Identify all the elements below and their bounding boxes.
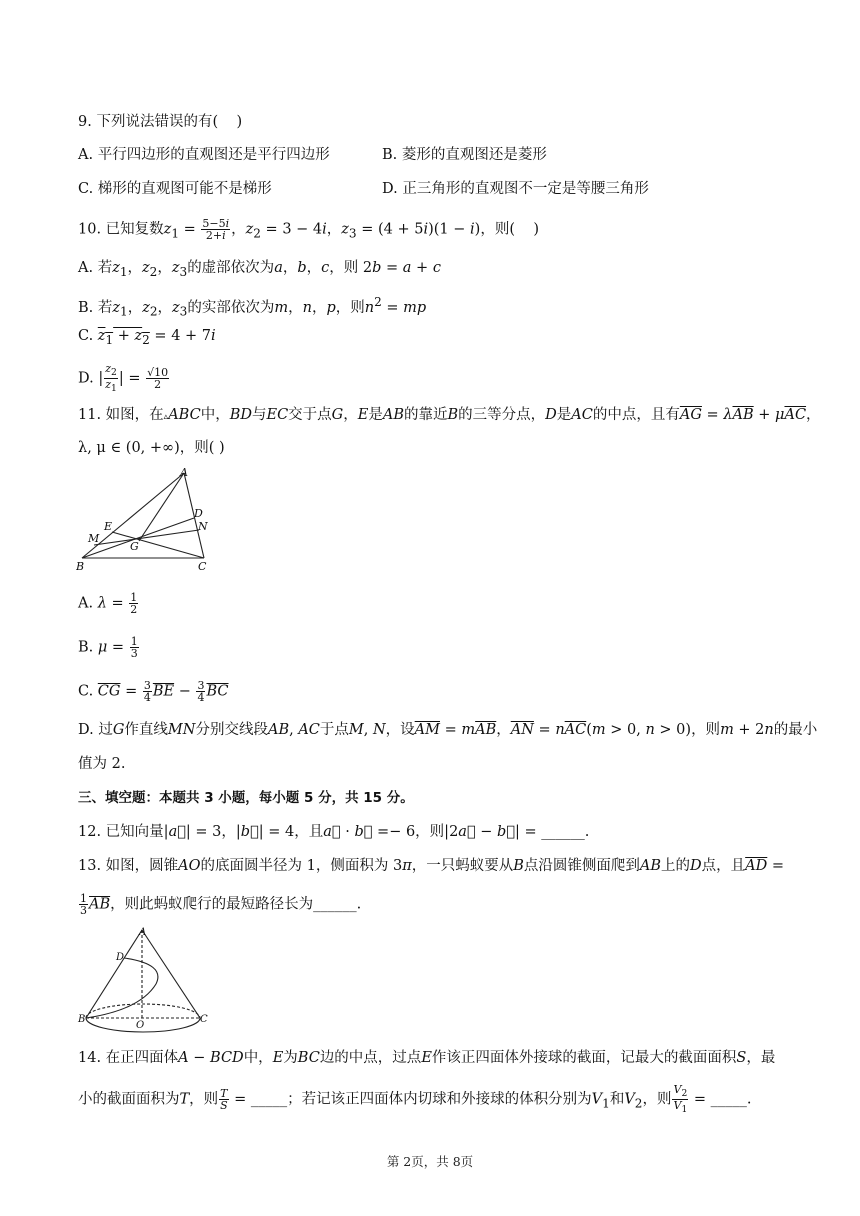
- q10-stem: 10. 已知复数$z_1$ = $\frac{5-5i}{2+i}$ ，$z_2 = 3 - 4i$，$z_3 = (4 + 5i)(1 - i)$，则( ): [78, 217, 540, 242]
- q9-option-a: A. 平行四边形的直观图还是平行四边形: [78, 147, 330, 163]
- label-d: D: [194, 507, 203, 520]
- label-m: M: [88, 532, 100, 545]
- q9-stem: 9. 下列说法错误的有( ): [78, 114, 243, 130]
- cone-label-d: D: [116, 952, 125, 963]
- q14-stem-line1: 14. 在正四面体A − BCD中，E为BC边的中点，过点E作该正四面体外接球的截面，记最大的截面面积S，最: [78, 1050, 776, 1066]
- q9-option-d: D. 正三角形的直观图不一定是等腰三角形: [382, 181, 649, 197]
- q11-triangle-figure: [76, 466, 216, 572]
- cone-edge-ac: [142, 930, 200, 1018]
- q11-option-d-line2: 值为 2.: [78, 756, 126, 772]
- q10-option-a: A. 若$z_1$，$z_2$，$z_3$的虚部依次为a，b，c，则 2b = a + c: [78, 260, 441, 279]
- q10-option-b: B. 若$z_1$，$z_2$，$z_3$的实部依次为m，n，p，则$n^2$ = mp: [78, 295, 427, 319]
- page-footer: 第 2页，共 8页: [386, 1154, 474, 1169]
- q13-stem-line1: 13. 如图，圆锥AO的底面圆半径为 1，侧面积为 3π，一只蚂蚁要从B点沿圆锥侧面爬到AB上的D点，且$\overline{AD}$ =: [78, 858, 785, 874]
- q13-cone-figure: [76, 924, 216, 1036]
- q11-option-b: B. μ = $\frac{1}{3}$: [78, 635, 138, 660]
- label-a: A: [180, 466, 188, 479]
- label-g: G: [130, 540, 139, 553]
- label-e: E: [104, 520, 113, 533]
- q12-stem: 12. 已知向量|a⃗| = 3，|b⃗| = 4，且a⃗ · b⃗ =− 6，则|2a⃗ − b⃗| = ______.: [78, 824, 590, 840]
- q11-option-d-line1: D. 过G作直线MN分别交线段AB, AC于点M, N，设$\overline{AM} = m\overline{AB}$，$\overline{AN} = n\overline{AC}(m > 0$, n > 0)，则m + 2n的最小: [78, 722, 818, 738]
- cone-edge-ab: [86, 930, 142, 1018]
- q11-option-c: C. $\overline{CG}$ = $\frac{3}{4}$ $\overline{BE}$ − $\frac{3}{4}$ $\overline{BC}$: [78, 679, 229, 704]
- cone-label-o: O: [136, 1020, 145, 1031]
- label-n: N: [198, 520, 208, 533]
- q11-stem-line1: 11. 如图，在▵ABC中，BD与EC交于点G，E是AB的靠近B的三等分点，D是AC的中点，且有$\overline{AG} = \lambda\overline{AB} + \mu\overline{AC}$，: [78, 407, 821, 423]
- cone-label-b: B: [78, 1014, 86, 1025]
- base-back-arc: [86, 1004, 200, 1018]
- cone-label-c: C: [200, 1014, 208, 1025]
- cone-label-a: A: [139, 927, 147, 938]
- q11-stem-line2: λ, μ ∈ (0, +∞)，则( ): [78, 440, 225, 456]
- q9-option-b: B. 菱形的直观图还是菱形: [382, 147, 547, 163]
- q11-option-a: A. λ = $\frac{1}{2}$: [78, 591, 138, 616]
- label-b: B: [76, 560, 85, 572]
- ant-path: [86, 958, 158, 1018]
- q9-option-c: C. 梯形的直观图可能不是梯形: [78, 181, 272, 197]
- q13-stem-line2: $\frac{1}{3}$ $\overline{AB}$，则此蚂蚁爬行的最短路径长为______.: [80, 892, 362, 917]
- section-title: 三、填空题：本题共 3 小题，每小题 5 分，共 15 分。: [78, 790, 414, 806]
- label-c: C: [198, 560, 207, 572]
- segment-ag: [139, 473, 184, 541]
- q14-stem-line2: 小的截面面积为T，则 $\frac{T}{S}$ = _____；若记该正四面体内切球和外接球的体积分别为$V_1$和$V_2$，则 $\frac{V_2}{V_1}$ = _____.: [78, 1083, 752, 1116]
- q10-option-c: C. $z_1 + z_2 = 4 + 7i$: [78, 328, 216, 347]
- q10-option-d: D. | $\frac{z_2}{z_1}$ | = $\frac{√10}{2}$: [78, 362, 169, 395]
